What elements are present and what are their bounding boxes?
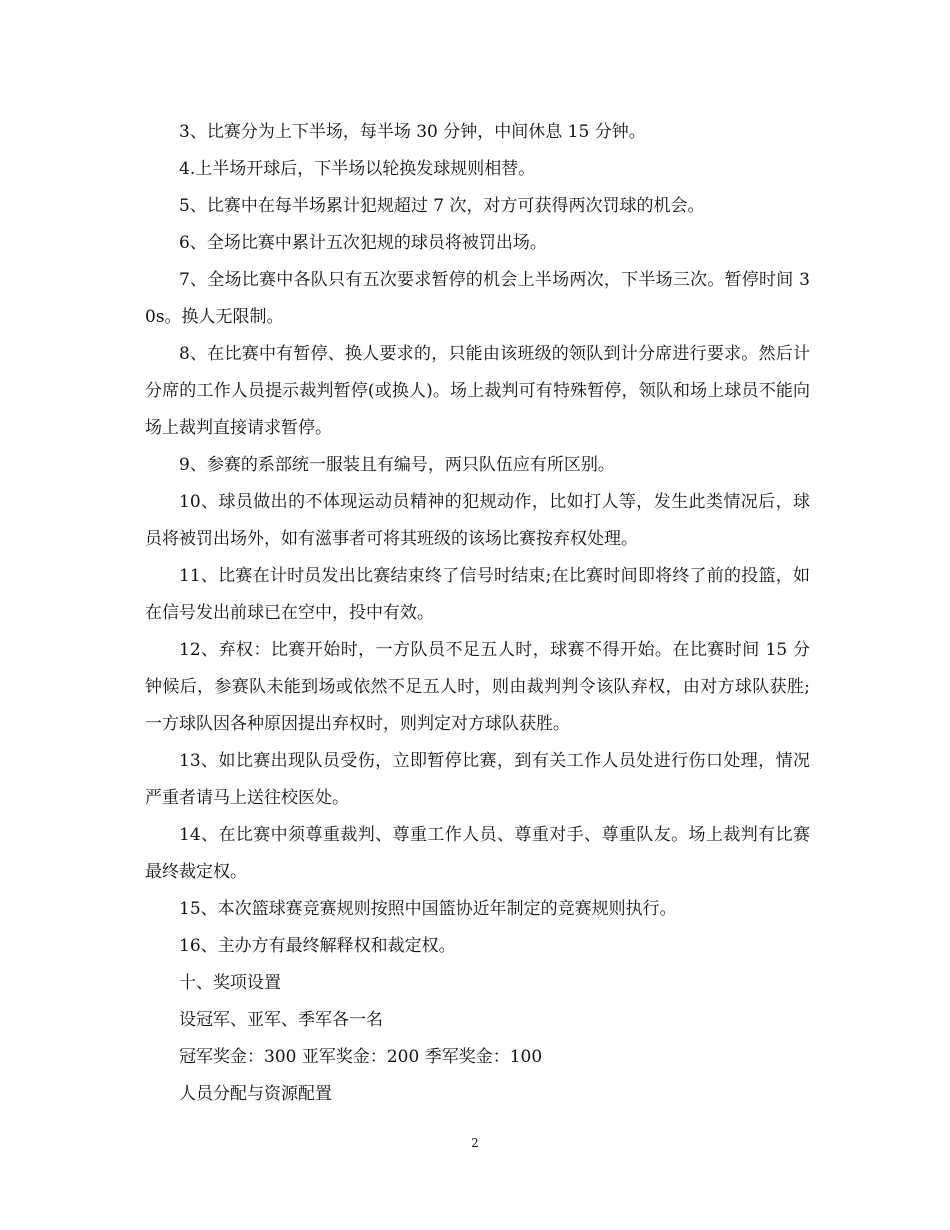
staffing-section-heading: 人员分配与资源配置 bbox=[179, 1084, 332, 1104]
rule-13-paragraph: 13、如比赛出现队员受伤，立即暂停比赛，到有关工作人员处进行伤口处理，情况严重者请马上送往校医处。 bbox=[145, 751, 810, 808]
awards-description: 设冠军、亚军、季军各一名 bbox=[179, 1010, 383, 1030]
page-number: 2 bbox=[471, 1136, 479, 1150]
rule-14-paragraph: 14、在比赛中须尊重裁判、尊重工作人员、尊重对手、尊重队友。场上裁判有比赛最终裁定权。 bbox=[145, 825, 810, 882]
rule-5-paragraph: 5、比赛中在每半场累计犯规超过 7 次，对方可获得两次罚球的机会。 bbox=[179, 196, 705, 216]
rule-9-paragraph: 9、参赛的系部统一服装且有编号，两只队伍应有所区别。 bbox=[179, 455, 615, 475]
rule-3-paragraph: 3、比赛分为上下半场，每半场 30 分钟，中间休息 15 分钟。 bbox=[179, 122, 646, 142]
rule-4-paragraph: 4.上半场开球后，下半场以轮换发球规则相替。 bbox=[179, 159, 536, 179]
rule-7-paragraph: 7、全场比赛中各队只有五次要求暂停的机会上半场两次，下半场三次。暂停时间 30s。换人无限制。 bbox=[145, 270, 810, 327]
rule-10-paragraph: 10、球员做出的不体现运动员精神的犯规动作，比如打人等，发生此类情况后，球员将被罚出场外，如有滋事者可将其班级的该场比赛按弃权处理。 bbox=[145, 492, 810, 549]
awards-section-heading: 十、奖项设置 bbox=[179, 973, 281, 993]
prize-amounts: 冠军奖金：300 亚军奖金：200 季军奖金：100 bbox=[179, 1047, 543, 1067]
page-body bbox=[145, 114, 810, 1113]
rule-8-paragraph: 8、在比赛中有暂停、换人要求的，只能由该班级的领队到计分席进行要求。然后计分席的工作人员提示裁判暂停(或换人)。场上裁判可有特殊暂停，领队和场上球员不能向场上裁判直接请求暂停。 bbox=[145, 344, 810, 438]
rule-12-paragraph: 12、弃权：比赛开始时，一方队员不足五人时，球赛不得开始。在比赛时间 15 分钟候后，参赛队未能到场或依然不足五人时，则由裁判判令该队弃权，由对方球队获胜;一方球队因各种原因提出弃权时，则判定对方球队获胜。 bbox=[145, 640, 810, 734]
rule-16-paragraph: 16、主办方有最终解释权和裁定权。 bbox=[179, 936, 456, 956]
rule-11-paragraph: 11、比赛在计时员发出比赛结束终了信号时结束;在比赛时间即将终了前的投篮，如在信号发出前球已在空中，投中有效。 bbox=[145, 566, 810, 623]
rule-6-paragraph: 6、全场比赛中累计五次犯规的球员将被罚出场。 bbox=[179, 233, 547, 253]
rule-15-paragraph: 15、本次篮球赛竞赛规则按照中国篮协近年制定的竞赛规则执行。 bbox=[179, 899, 677, 919]
